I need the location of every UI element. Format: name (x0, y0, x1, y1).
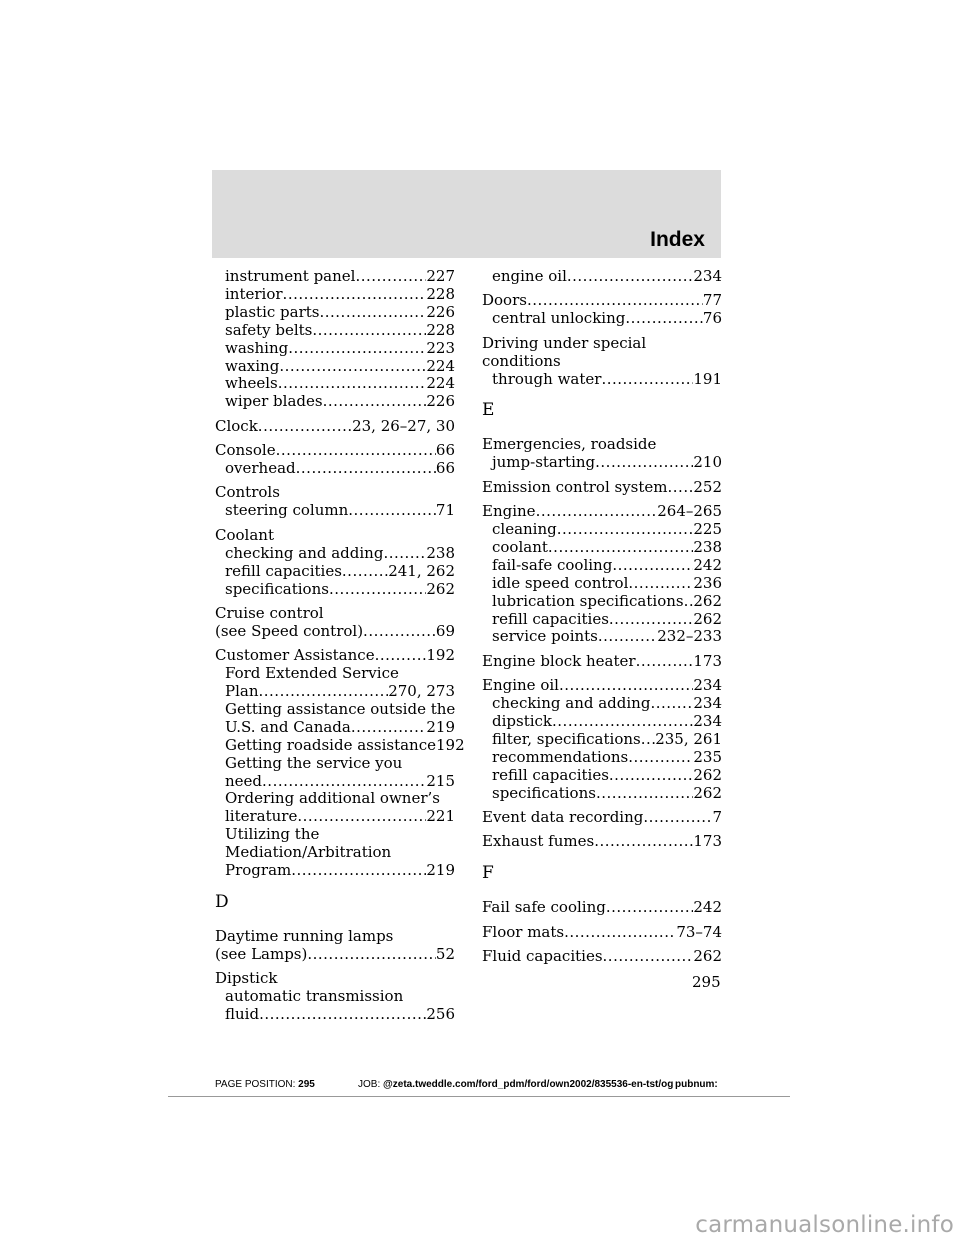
index-heading (482, 948, 722, 966)
footer-divider (168, 1096, 790, 1097)
dot-leader (625, 310, 703, 328)
dot-leader (601, 371, 693, 389)
entry-label: coolant (492, 537, 548, 556)
index-heading (482, 292, 722, 310)
dot-leader (564, 924, 676, 942)
index-subentry (215, 844, 455, 862)
dot-leader (650, 695, 693, 713)
page-reference[interactable]: 71 (435, 501, 455, 520)
page-reference[interactable]: 242 (693, 555, 722, 574)
page-reference[interactable]: 241, 262 (388, 561, 455, 580)
entry-label: Engine (482, 502, 536, 521)
page-reference[interactable]: 210 (693, 453, 722, 472)
index-subentry (482, 695, 722, 713)
page-reference[interactable]: 234 (693, 676, 722, 695)
dot-leader (319, 304, 426, 322)
index-entry (482, 924, 722, 942)
print-footer (215, 1079, 735, 1090)
entry-label: (see Speed control) (215, 621, 364, 640)
page-reference[interactable]: 228 (426, 284, 455, 303)
entry-label: Dipstick (215, 969, 278, 988)
dot-leader (552, 713, 693, 731)
entry-label: Utilizing the (225, 825, 320, 844)
entry-label: Engine oil (482, 676, 559, 695)
page-title: Index (650, 228, 705, 251)
entry-label: fluid (225, 1005, 260, 1024)
index-entry (215, 442, 455, 478)
dot-leader (595, 454, 693, 472)
index-entry (215, 527, 455, 599)
page-reference[interactable]: 227 (426, 267, 455, 285)
index-heading (482, 899, 722, 917)
entry-label: refill capacities (225, 561, 342, 580)
page-reference[interactable]: 219 (426, 861, 455, 880)
page-reference[interactable]: 192 (435, 735, 465, 754)
entry-label: cleaning (492, 519, 557, 538)
page-number: 295 (692, 973, 721, 991)
index-entry (482, 833, 722, 851)
index-subentry (482, 731, 722, 749)
page-reference[interactable]: 232–233 (657, 627, 722, 646)
dot-leader (312, 322, 426, 340)
entry-label: Daytime running lamps (215, 926, 394, 945)
page-reference[interactable]: 191 (693, 369, 722, 388)
dot-leader (548, 539, 693, 557)
entry-label: refill capacities (492, 765, 609, 784)
index-subentry (215, 862, 455, 880)
entry-label: Event data recording (482, 808, 644, 827)
page-reference[interactable]: 252 (693, 477, 722, 496)
index-heading (215, 647, 455, 665)
entry-label: Mediation/Arbitration (225, 843, 392, 862)
index-entry (482, 479, 722, 497)
index-heading (482, 833, 722, 851)
index-entry (215, 928, 455, 964)
index-subentry (482, 557, 722, 575)
page-reference[interactable]: 256 (426, 1005, 455, 1024)
page-reference[interactable]: 234 (693, 694, 722, 713)
page-reference[interactable]: 264–265 (657, 502, 722, 521)
page-reference[interactable]: 173 (693, 651, 722, 670)
index-heading (482, 653, 722, 671)
entry-label: safety belts (225, 320, 313, 339)
entry-label: lubrication specifications (492, 591, 684, 610)
index-subentry (215, 393, 455, 411)
dot-leader (609, 611, 693, 629)
watermark-text: carmanualsonline.info (695, 1212, 954, 1238)
entry-label: overhead (225, 459, 296, 478)
dot-leader (603, 948, 694, 966)
index-subentry (215, 502, 455, 520)
index-subentry (482, 539, 722, 557)
index-subentry (215, 719, 455, 737)
dot-leader (259, 1006, 426, 1024)
dot-leader (291, 862, 426, 880)
page-position-label: PAGE POSITION: (215, 1079, 296, 1090)
dot-leader (351, 719, 427, 737)
entry-label: Doors (482, 291, 527, 310)
dot-leader (329, 581, 426, 599)
page-reference[interactable]: 262 (693, 765, 722, 784)
entry-label: waxing (225, 356, 280, 375)
entry-label: central unlocking (492, 309, 626, 328)
dot-leader (628, 749, 693, 767)
entry-label: instrument panel (225, 267, 356, 285)
page-reference[interactable]: 238 (693, 537, 722, 556)
dot-leader (606, 899, 694, 917)
dot-leader (636, 653, 694, 671)
index-subentry (215, 375, 455, 393)
entry-label: refill capacities (492, 609, 609, 628)
section-letter: E (482, 400, 495, 421)
dot-leader (276, 442, 436, 460)
page-reference[interactable]: 224 (426, 374, 455, 393)
index-entry (215, 605, 455, 641)
entry-label: Getting the service you (225, 753, 403, 772)
index-entry (215, 268, 455, 411)
entry-label: Floor mats (482, 922, 565, 941)
page-reference[interactable]: 7 (712, 808, 722, 827)
index-entry (215, 418, 455, 436)
page-reference[interactable]: 262 (693, 947, 722, 966)
index-subentry (482, 611, 722, 629)
entry-label: checking and adding (492, 694, 651, 713)
page-reference[interactable]: 262 (426, 579, 455, 598)
page-reference[interactable]: 226 (426, 392, 455, 411)
index-heading (482, 677, 722, 695)
entry-label: need (225, 771, 263, 790)
index-subentry (482, 785, 722, 803)
page-reference[interactable]: 77 (702, 291, 722, 310)
entry-label: Getting roadside assistance (225, 735, 436, 754)
index-subentry (215, 545, 455, 563)
entry-label: service points (492, 627, 598, 646)
index-entry (482, 503, 722, 646)
page-reference[interactable]: 262 (693, 783, 722, 802)
dot-leader (559, 677, 693, 695)
index-heading (482, 436, 722, 454)
page-reference[interactable]: 69 (435, 621, 455, 640)
dot-leader (262, 773, 426, 791)
index-heading (482, 924, 722, 942)
dot-leader (567, 268, 693, 286)
page-reference[interactable]: 262 (693, 609, 722, 628)
dot-leader (278, 375, 427, 393)
page-reference[interactable]: 215 (426, 771, 455, 790)
entry-label: Fluid capacities (482, 947, 603, 966)
index-subentry (215, 755, 455, 773)
page-reference[interactable]: 262 (693, 591, 722, 610)
dot-leader (363, 623, 436, 641)
page-reference[interactable]: 76 (702, 309, 722, 328)
index-entry (482, 899, 722, 917)
index-subentry (482, 767, 722, 785)
page-position-value: 295 (298, 1079, 315, 1090)
index-subentry (482, 575, 722, 593)
dot-leader (557, 521, 694, 539)
page-reference[interactable]: 66 (435, 441, 455, 460)
index-subentry (215, 268, 455, 286)
index-subentry (482, 454, 722, 472)
entry-label: Customer Assistance (215, 646, 375, 665)
dot-leader (641, 731, 655, 749)
index-heading (482, 335, 722, 353)
page-reference[interactable]: 228 (426, 320, 455, 339)
entry-label: Controls (215, 483, 280, 502)
index-heading (215, 946, 455, 964)
entry-label: recommendations (492, 747, 629, 766)
page-reference[interactable]: 221 (426, 807, 455, 826)
dot-leader (375, 647, 427, 665)
index-subentry (215, 735, 465, 755)
dot-leader (279, 358, 426, 376)
page-reference[interactable]: 234 (693, 712, 722, 731)
page-reference[interactable]: 23, 26–27, 30 (352, 416, 455, 435)
index-entry (482, 292, 722, 328)
index-subentry (215, 665, 455, 683)
index-subentry (215, 790, 455, 808)
dot-leader (594, 833, 693, 851)
dot-leader (259, 683, 389, 701)
index-heading (215, 970, 455, 988)
index-entry (215, 484, 455, 520)
index-subentry (215, 581, 455, 599)
page-reference[interactable]: 173 (693, 832, 722, 851)
dot-leader (283, 286, 427, 304)
index-subentry (215, 826, 455, 844)
index-column-left (215, 267, 465, 1030)
page-reference[interactable]: 225 (693, 519, 722, 538)
index-subentry (215, 683, 455, 701)
entry-label: Ford Extended Service (225, 664, 399, 683)
entry-label: Exhaust fumes (482, 832, 595, 851)
index-subentry (482, 310, 722, 328)
dot-leader (296, 460, 436, 478)
page-reference[interactable]: 236 (693, 573, 722, 592)
dot-leader (288, 340, 426, 358)
index-entry (482, 809, 722, 827)
page-reference[interactable]: 223 (426, 338, 455, 357)
header-band (212, 170, 721, 258)
index-subentry (215, 286, 455, 304)
entry-label: washing (225, 338, 289, 357)
index-subentry (482, 593, 722, 611)
dot-leader (258, 418, 352, 436)
entry-label: steering column (225, 501, 349, 520)
section-letter: F (482, 863, 494, 884)
page-reference[interactable]: 73–74 (676, 922, 722, 941)
index-entry (482, 677, 722, 802)
dot-leader (684, 593, 694, 611)
index-entry (482, 268, 722, 286)
dot-leader (643, 809, 712, 827)
entry-label: U.S. and Canada (225, 717, 351, 736)
index-heading (215, 484, 455, 502)
page-reference[interactable]: 66 (435, 459, 455, 478)
index-subentry (215, 304, 455, 322)
dot-leader (323, 393, 427, 411)
index-heading (482, 479, 722, 497)
index-subentry (215, 701, 455, 719)
index-subentry (215, 1006, 455, 1024)
index-heading (215, 623, 455, 641)
entry-label: jump-starting (492, 453, 596, 472)
page-reference[interactable]: 226 (426, 302, 455, 321)
entry-label: Fail safe cooling (482, 898, 606, 917)
dot-leader (598, 628, 657, 646)
index-subentry (215, 340, 455, 358)
job-path (358, 1079, 673, 1090)
index-column-right (482, 268, 722, 973)
entry-label: Driving under special (482, 333, 647, 352)
dot-leader (536, 503, 658, 521)
index-heading (482, 353, 722, 371)
dot-leader (596, 785, 693, 803)
entry-label: dipstick (492, 712, 553, 731)
index-subentry (482, 749, 722, 767)
entry-label: Plan (225, 682, 259, 701)
page-reference[interactable]: 52 (435, 944, 455, 963)
job-value: @zeta.tweddle.com/ford_pdm/ford/own2002/835536-en-tst/og (383, 1079, 674, 1090)
entry-label: Emission control system (482, 477, 668, 496)
entry-label: engine oil (492, 267, 567, 285)
index-heading (482, 809, 722, 827)
entry-label: specifications (492, 783, 596, 802)
entry-label: literature (225, 807, 298, 826)
dot-leader (355, 268, 426, 286)
entry-label: Emergencies, roadside (482, 435, 657, 454)
entry-label: automatic transmission (225, 987, 404, 1006)
index-subentry (482, 371, 722, 389)
section-letter: D (215, 892, 229, 912)
index-entry (482, 436, 722, 472)
index-entry (482, 335, 722, 389)
index-heading (215, 605, 455, 623)
index-subentry (215, 988, 455, 1006)
pubnum-label: pubnum: (675, 1079, 718, 1090)
page-reference[interactable]: 192 (426, 646, 455, 665)
entry-label: Program (225, 861, 292, 880)
entry-label: plastic parts (225, 302, 320, 321)
index-entry (215, 646, 465, 880)
dot-leader (628, 575, 693, 593)
entry-label: wheels (225, 374, 278, 393)
entry-label: Engine block heater (482, 651, 636, 670)
entry-label: Ordering additional owner’s (225, 789, 440, 808)
index-heading (215, 928, 455, 946)
dot-leader (307, 946, 436, 964)
index-subentry (215, 773, 455, 791)
entry-label: Cruise control (215, 603, 324, 622)
index-entry (215, 970, 455, 1024)
entry-label: filter, specifications (492, 729, 641, 748)
entry-label: interior (225, 284, 283, 303)
entry-label: wiper blades (225, 392, 323, 411)
entry-label: Clock (215, 416, 258, 435)
index-heading (215, 442, 455, 460)
entry-label: checking and adding (225, 543, 384, 562)
page-reference[interactable]: 235 (693, 747, 722, 766)
entry-label: conditions (482, 351, 561, 370)
dot-leader (297, 808, 426, 826)
index-subentry (215, 808, 455, 826)
page-reference[interactable]: 238 (426, 543, 455, 562)
dot-leader (668, 479, 694, 497)
entry-label: through water (492, 369, 602, 388)
entry-label: Coolant (215, 525, 274, 544)
page-reference[interactable]: 270, 273 (388, 682, 455, 701)
page-reference[interactable]: 234 (693, 267, 722, 285)
dot-leader (612, 557, 693, 575)
entry-label: idle speed control (492, 573, 629, 592)
entry-label: Console (215, 441, 276, 460)
index-heading (482, 503, 722, 521)
entry-label: (see Lamps) (215, 944, 308, 963)
index-subentry (215, 563, 455, 581)
entry-label: Getting assistance outside the (225, 699, 456, 718)
index-subentry (215, 460, 455, 478)
page-reference[interactable]: 219 (426, 717, 455, 736)
job-label: JOB: (358, 1079, 381, 1090)
entry-label: specifications (225, 579, 329, 598)
index-subentry (482, 268, 722, 286)
page-reference[interactable]: 224 (426, 356, 455, 375)
index-subentry (215, 322, 455, 340)
entry-label: fail-safe cooling (492, 555, 613, 574)
dot-leader (348, 502, 436, 520)
index-subentry (482, 521, 722, 539)
index-heading (215, 418, 455, 436)
page-reference[interactable]: 235, 261 (655, 729, 722, 748)
dot-leader (609, 767, 693, 785)
index-subentry (215, 358, 455, 376)
index-heading (215, 527, 455, 545)
index-subentry (482, 628, 722, 646)
index-entry (482, 653, 722, 671)
page-reference[interactable]: 242 (693, 898, 722, 917)
dot-leader (527, 292, 703, 310)
index-entry (482, 948, 722, 966)
dot-leader (342, 563, 388, 581)
index-subentry (482, 713, 722, 731)
dot-leader (383, 545, 426, 563)
